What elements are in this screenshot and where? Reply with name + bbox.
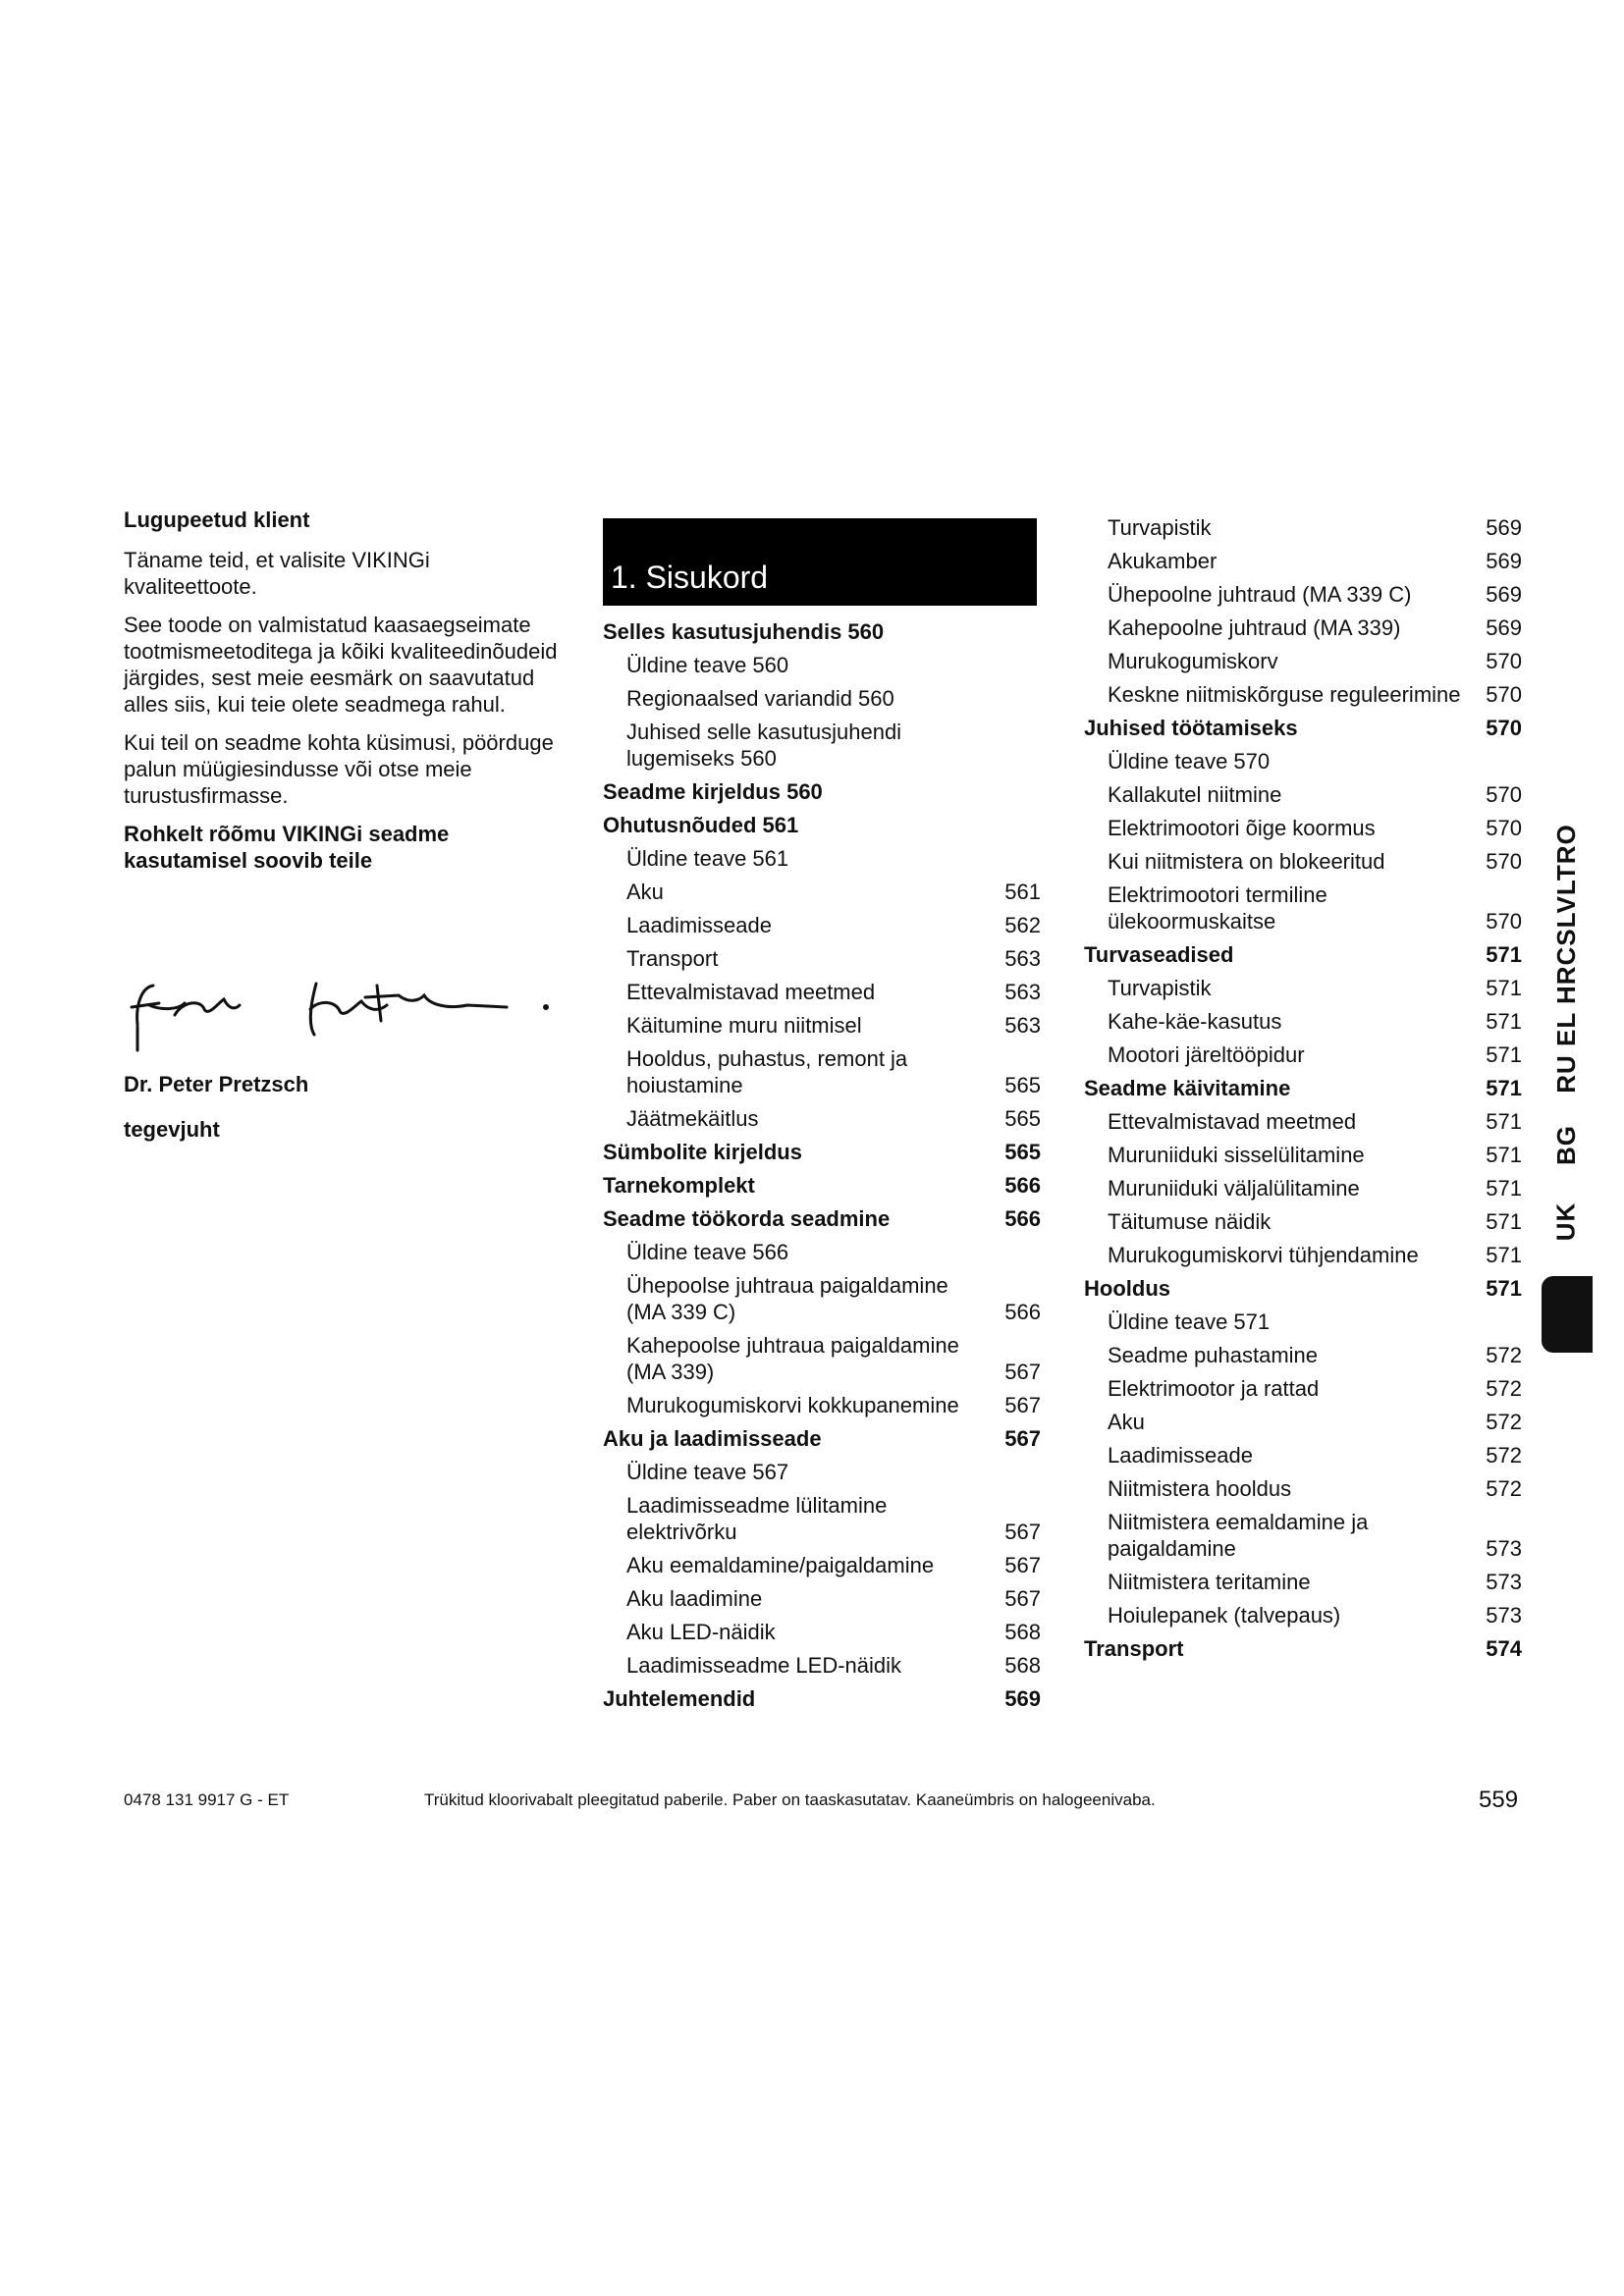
paper-note: Trükitud kloorivabalt pleegitatud paberile. Paber on taaskasutatav. Kaaneümbris on halogeenivaba.: [424, 1790, 1156, 1809]
toc-entry[interactable]: [603, 1652, 1041, 1679]
toc-entry-page: 572: [1486, 1376, 1522, 1401]
toc-entry-page: 569: [1486, 615, 1522, 640]
toc-entry-title: Juhised töötamiseks: [1084, 716, 1298, 740]
toc-entry-title: Murukogumiskorv: [1108, 649, 1278, 673]
signer-name: Dr. Peter Pretzsch: [124, 1072, 309, 1096]
toc-entry-title: Kui niitmistera on blokeeritud: [1108, 849, 1385, 874]
toc-entry[interactable]: [603, 685, 1041, 712]
toc-entry-page: 570: [1486, 909, 1522, 934]
toc-entry[interactable]: [1084, 614, 1522, 641]
toc-entry-page: 571: [1486, 1076, 1522, 1100]
toc-entry-page: 561: [1004, 880, 1041, 904]
toc-column-1: [603, 618, 1041, 1719]
toc-entry[interactable]: [603, 879, 1041, 905]
current-language-marker: [1542, 1276, 1593, 1353]
toc-entry[interactable]: [603, 1492, 1041, 1545]
signer-role: tegevjuht: [124, 1117, 220, 1142]
toc-entry-page: 569: [1486, 582, 1522, 607]
toc-entry[interactable]: [603, 945, 1041, 972]
language-tab-label: UK: [1550, 1201, 1581, 1241]
toc-entry-page: 570: [1486, 649, 1522, 673]
toc-entry-title: Transport: [626, 946, 719, 971]
toc-entry[interactable]: [1084, 715, 1522, 741]
letter-paragraph: Kui teil on seadme kohta küsimusi, pöörduge palun müügiesindusse või otse meie turustusfirmasse.: [124, 730, 554, 808]
toc-entry[interactable]: [1084, 975, 1522, 1001]
toc-entry[interactable]: [1084, 1108, 1522, 1135]
toc-entry-title: Laadimisseade: [626, 913, 772, 937]
toc-entry-title: Keskne niitmiskõrguse reguleerimine: [1108, 682, 1461, 707]
toc-entry[interactable]: [603, 618, 1041, 645]
toc-entry-page: 569: [1486, 515, 1522, 540]
toc-entry-title: Aku: [1108, 1410, 1145, 1434]
toc-entry-title: Tarnekomplekt: [603, 1173, 755, 1198]
toc-entry-page: 562: [1004, 913, 1041, 937]
toc-entry-page: 570: [1486, 849, 1522, 874]
toc-entry-title: Aku eemaldamine/paigaldamine: [626, 1553, 935, 1577]
toc-entry-page: 566: [1004, 1173, 1041, 1198]
toc-entry[interactable]: [1084, 1475, 1522, 1502]
toc-entry[interactable]: [1084, 1509, 1522, 1562]
toc-entry-page: 566: [1004, 1206, 1041, 1231]
toc-entry[interactable]: [603, 1105, 1041, 1132]
welcome-letter: [124, 507, 566, 885]
toc-entry-title: Muruniiduki väljalülitamine: [1108, 1176, 1360, 1201]
toc-entry[interactable]: [603, 1045, 1041, 1098]
toc-entry-page: 571: [1486, 1176, 1522, 1201]
toc-entry[interactable]: [1084, 881, 1522, 934]
toc-entry-title: Niitmistera teritamine: [1108, 1570, 1311, 1594]
toc-entry-title: Elektrimootor ja rattad: [1108, 1376, 1320, 1401]
toc-entry[interactable]: [1084, 548, 1522, 574]
toc-entry-title: Seadme käivitamine: [1084, 1076, 1291, 1100]
toc-entry-page: 566: [1004, 1300, 1041, 1324]
toc-entry-page: 567: [1004, 1553, 1041, 1577]
toc-entry-title: Sümbolite kirjeldus: [603, 1140, 802, 1164]
toc-entry-page: 565: [1004, 1140, 1041, 1164]
toc-entry[interactable]: [603, 719, 1041, 772]
toc-entry-title: Seadme töökorda seadmine: [603, 1206, 891, 1231]
toc-entry-page: 565: [1004, 1073, 1041, 1097]
language-tab-uk[interactable]: [1542, 1192, 1591, 1251]
toc-entry-page: 570: [1486, 816, 1522, 840]
toc-entry-page: 569: [1486, 549, 1522, 573]
toc-entry[interactable]: [1084, 815, 1522, 841]
language-tab-label: BG: [1550, 1124, 1581, 1165]
toc-entry-title: Ettevalmistavad meetmed: [1108, 1109, 1357, 1134]
toc-entry-page: 570: [1486, 782, 1522, 807]
toc-entry-page: 571: [1486, 1042, 1522, 1067]
toc-entry[interactable]: [603, 1332, 1041, 1385]
toc-entry[interactable]: [603, 812, 1041, 838]
toc-entry-page: 565: [1004, 1106, 1041, 1131]
toc-entry-title: Üldine teave 570: [1108, 749, 1271, 774]
toc-entry[interactable]: [603, 845, 1041, 872]
language-tab-bg[interactable]: [1542, 1115, 1591, 1174]
toc-entry[interactable]: [1084, 748, 1522, 774]
toc-entry-title: Üldine teave 566: [626, 1240, 789, 1264]
toc-entry-title: Seadme kirjeldus 560: [603, 779, 823, 804]
toc-entry[interactable]: [603, 1459, 1041, 1485]
toc-entry-title: Kallakutel niitmine: [1108, 782, 1282, 807]
toc-entry-title: Jäätmekäitlus: [626, 1106, 759, 1131]
toc-entry-page: 572: [1486, 1476, 1522, 1501]
toc-entry[interactable]: [1084, 1308, 1522, 1335]
toc-entry-page: 571: [1486, 1209, 1522, 1234]
toc-entry-page: 567: [1004, 1520, 1041, 1544]
toc-entry[interactable]: [1084, 648, 1522, 674]
toc-entry[interactable]: [1084, 1075, 1522, 1101]
toc-entry[interactable]: [1084, 1041, 1522, 1068]
toc-entry-page: 570: [1486, 716, 1522, 740]
toc-entry-title: Kahepoolne juhtraud (MA 339): [1108, 615, 1401, 640]
toc-entry-title: Aku: [626, 880, 664, 904]
toc-entry[interactable]: [1084, 941, 1522, 968]
toc-entry-title: Seadme puhastamine: [1108, 1343, 1319, 1367]
letter-heading: Lugupeetud klient: [124, 507, 310, 532]
toc-entry[interactable]: [603, 1239, 1041, 1265]
toc-entry-title: Ühepoolse juhtraua paigaldamine (MA 339 C): [626, 1273, 948, 1324]
toc-entry-page: 573: [1486, 1570, 1522, 1594]
toc-entry[interactable]: [603, 652, 1041, 678]
toc-entry-page: 573: [1486, 1603, 1522, 1628]
toc-entry-title: Niitmistera hooldus: [1108, 1476, 1292, 1501]
toc-entry[interactable]: [603, 778, 1041, 805]
toc-entry[interactable]: [603, 1205, 1041, 1232]
toc-entry-title: Kahe-käe-kasutus: [1108, 1009, 1282, 1034]
toc-entry[interactable]: [603, 1172, 1041, 1199]
toc-entry[interactable]: [1084, 1242, 1522, 1268]
toc-entry[interactable]: [603, 1685, 1041, 1712]
toc-entry-title: Üldine teave 571: [1108, 1309, 1271, 1334]
toc-entry-title: Ohutusnõuded 561: [603, 813, 799, 837]
toc-entry-title: Mootori järeltööpidur: [1108, 1042, 1305, 1067]
toc-entry[interactable]: [603, 1585, 1041, 1612]
toc-entry-title: Elektrimootori termiline ülekoormuskaitse: [1108, 882, 1327, 934]
toc-entry[interactable]: [1084, 848, 1522, 875]
letter-paragraph: Täname teid, et valisite VIKINGi kvaliteettoote.: [124, 548, 430, 599]
toc-entry[interactable]: [1084, 1569, 1522, 1595]
toc-entry-title: Kahepoolse juhtraua paigaldamine (MA 339): [626, 1333, 959, 1384]
toc-entry-title: Üldine teave 561: [626, 846, 789, 871]
toc-entry-title: Elektrimootori õige koormus: [1108, 816, 1376, 840]
toc-title: 1. Sisukord: [611, 560, 769, 595]
toc-entry-page: 574: [1486, 1636, 1522, 1661]
toc-entry-title: Juhised selle kasutusjuhendi lugemiseks 560: [626, 720, 902, 771]
toc-entry-page: 563: [1004, 946, 1041, 971]
toc-entry[interactable]: [1084, 781, 1522, 808]
toc-entry[interactable]: [603, 1425, 1041, 1452]
toc-entry-title: Turvapistik: [1108, 515, 1212, 540]
toc-entry-page: 572: [1486, 1343, 1522, 1367]
toc-entry-page: 572: [1486, 1410, 1522, 1434]
toc-entry-page: 571: [1486, 976, 1522, 1000]
toc-entry-title: Aku laadimine: [626, 1586, 763, 1611]
toc-entry[interactable]: [1084, 1008, 1522, 1035]
toc-entry-title: Turvapistik: [1108, 976, 1212, 1000]
toc-entry-page: 569: [1004, 1686, 1041, 1711]
letter-closing: Rohkelt rõõmu VIKINGi seadme kasutamisel soovib teile: [124, 822, 450, 873]
toc-entry-page: 571: [1486, 1143, 1522, 1167]
toc-entry[interactable]: [603, 1272, 1041, 1325]
toc-entry-page: 572: [1486, 1443, 1522, 1468]
toc-entry-title: Käitumine muru niitmisel: [626, 1013, 862, 1038]
toc-column-2: [1084, 514, 1522, 1669]
toc-entry-page: 571: [1486, 1276, 1522, 1301]
toc-entry-page: 563: [1004, 980, 1041, 1004]
toc-entry-title: Aku ja laadimisseade: [603, 1426, 822, 1451]
toc-entry-page: 568: [1004, 1620, 1041, 1644]
toc-entry[interactable]: [1084, 1442, 1522, 1468]
page-number: 559: [1479, 1787, 1519, 1813]
toc-entry-page: 571: [1486, 1109, 1522, 1134]
toc-entry-title: Regionaalsed variandid 560: [626, 686, 894, 711]
toc-entry[interactable]: [1084, 1602, 1522, 1629]
toc-entry[interactable]: [1084, 581, 1522, 608]
toc-entry-title: Üldine teave 567: [626, 1460, 789, 1484]
toc-entry-title: Hoiulepanek (talvepaus): [1108, 1603, 1341, 1628]
letter-paragraph: See toode on valmistatud kaasaegseimate tootmismeetoditega ja kõiki kvaliteedinõudeid järgides, sest meie eesmärk on saavutatud alles siis, kui teie olete seadmega rahul.: [124, 613, 558, 717]
toc-entry[interactable]: [1084, 1409, 1522, 1435]
toc-entry-page: 567: [1004, 1393, 1041, 1417]
language-tab-group[interactable]: [1542, 821, 1591, 1095]
toc-entry-title: Transport: [1084, 1636, 1184, 1661]
toc-entry-title: Laadimisseadme lülitamine elektrivõrku: [626, 1493, 888, 1544]
toc-entry-page: 567: [1004, 1360, 1041, 1384]
toc-entry[interactable]: [1084, 1375, 1522, 1402]
toc-entry-title: Selles kasutusjuhendis 560: [603, 619, 885, 644]
toc-entry-title: Murukogumiskorvi tühjendamine: [1108, 1243, 1419, 1267]
toc-entry[interactable]: [1084, 1342, 1522, 1368]
toc-entry[interactable]: [1084, 1208, 1522, 1235]
toc-entry-title: Täitumuse näidik: [1108, 1209, 1272, 1234]
toc-entry[interactable]: [1084, 1142, 1522, 1168]
toc-entry-title: Turvaseadised: [1084, 942, 1234, 967]
toc-entry[interactable]: [603, 1552, 1041, 1578]
toc-entry[interactable]: [603, 1139, 1041, 1165]
toc-entry-title: Hooldus: [1084, 1276, 1170, 1301]
toc-entry-title: Hooldus, puhastus, remont ja hoiustamine: [626, 1046, 908, 1097]
handwritten-signature: [124, 966, 566, 1054]
toc-entry-page: 567: [1004, 1586, 1041, 1611]
language-tab-label: RU EL HRCSLVLTRO: [1550, 823, 1581, 1094]
toc-entry-page: 573: [1486, 1536, 1522, 1561]
toc-entry-title: Üldine teave 560: [626, 653, 789, 677]
toc-entry-title: Juhtelemendid: [603, 1686, 756, 1711]
toc-entry[interactable]: [1084, 1635, 1522, 1662]
toc-entry-page: 571: [1486, 942, 1522, 967]
toc-entry-title: Murukogumiskorvi kokkupanemine: [626, 1393, 959, 1417]
toc-entry-title: Laadimisseadme LED-näidik: [626, 1653, 902, 1678]
toc-entry-title: Laadimisseade: [1108, 1443, 1253, 1468]
toc-entry-page: 563: [1004, 1013, 1041, 1038]
toc-entry-page: 571: [1486, 1243, 1522, 1267]
toc-entry-page: 568: [1004, 1653, 1041, 1678]
toc-entry-page: 567: [1004, 1426, 1041, 1451]
toc-entry-page: 570: [1486, 682, 1522, 707]
toc-header-bar: [603, 518, 1037, 606]
toc-entry[interactable]: [603, 912, 1041, 938]
toc-entry-title: Muruniiduki sisselülitamine: [1108, 1143, 1365, 1167]
document-code: 0478 131 9917 G - ET: [124, 1790, 290, 1809]
toc-entry-title: Ühepoolne juhtraud (MA 339 C): [1108, 582, 1412, 607]
toc-entry[interactable]: [1084, 681, 1522, 708]
toc-entry-title: Aku LED-näidik: [626, 1620, 776, 1644]
toc-entry[interactable]: [1084, 1275, 1522, 1302]
toc-entry-title: Niitmistera eemaldamine ja paigaldamine: [1108, 1510, 1369, 1561]
toc-entry-title: Akukamber: [1108, 549, 1218, 573]
toc-entry[interactable]: [603, 1619, 1041, 1645]
toc-entry[interactable]: [1084, 514, 1522, 541]
toc-entry[interactable]: [603, 1392, 1041, 1418]
toc-entry[interactable]: [603, 979, 1041, 1005]
toc-entry-page: 571: [1486, 1009, 1522, 1034]
toc-entry-title: Ettevalmistavad meetmed: [626, 980, 876, 1004]
toc-entry[interactable]: [1084, 1175, 1522, 1201]
toc-entry[interactable]: [603, 1012, 1041, 1039]
